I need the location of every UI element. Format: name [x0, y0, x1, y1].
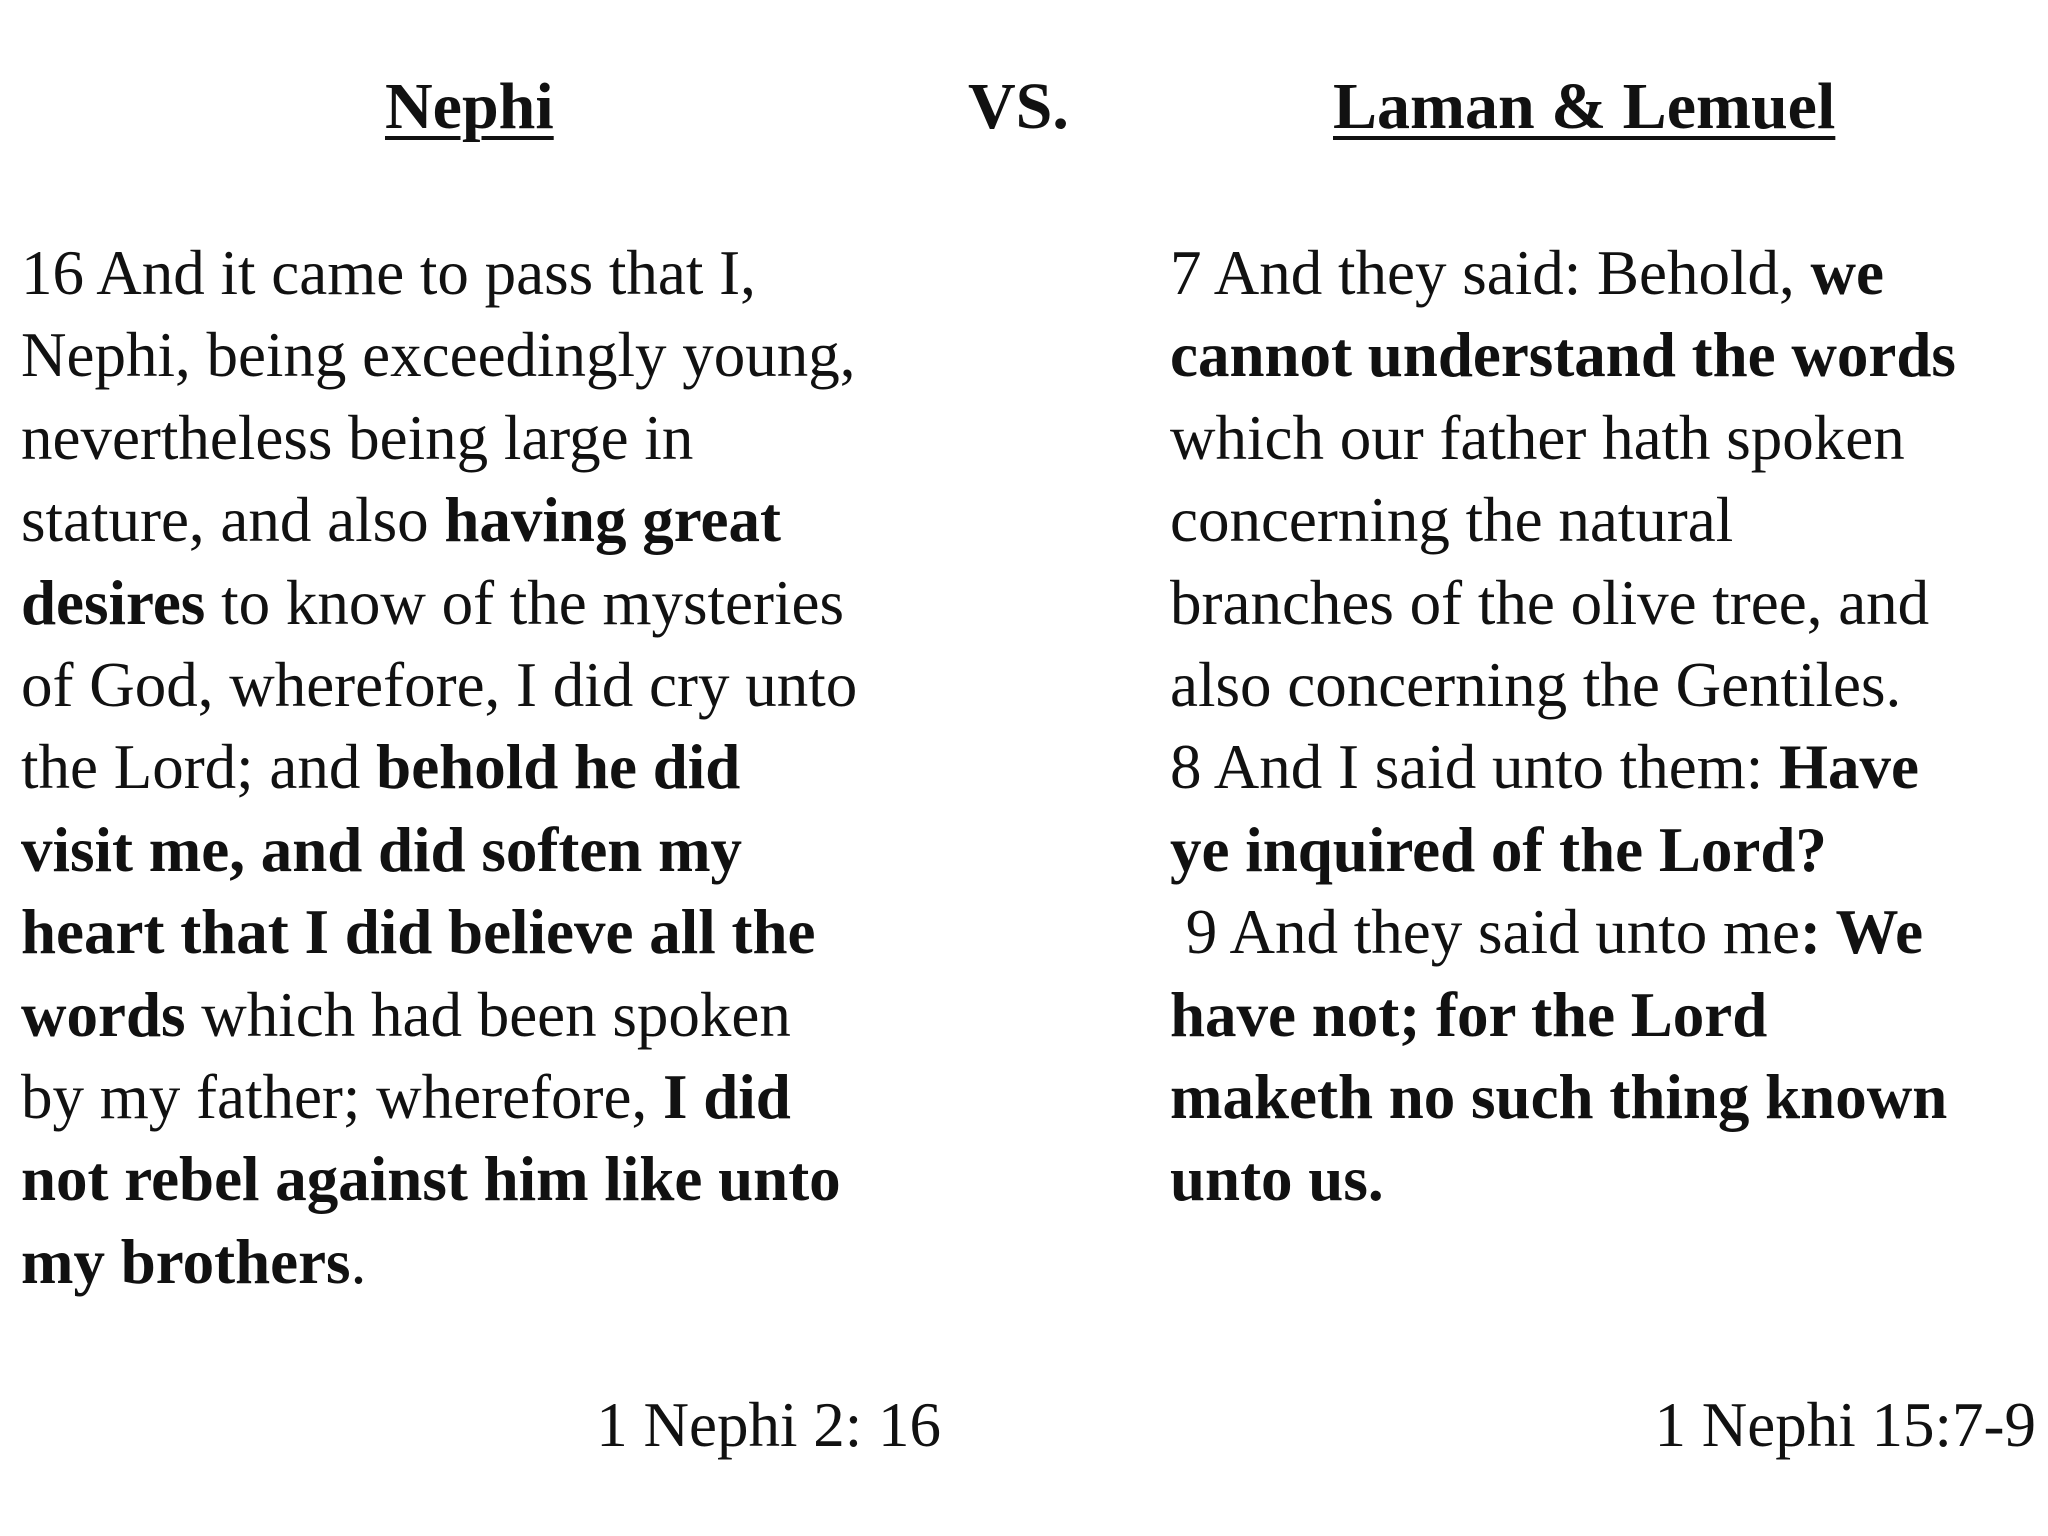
- passage-text: concerning the natural: [1170, 485, 1734, 556]
- passage-text: 7 And they said: Behold,: [1170, 238, 1811, 308]
- passage-line: [1170, 1138, 2040, 1220]
- emphasized-text: have not; for the Lord: [1170, 979, 1768, 1050]
- passage-text: also concerning the Gentiles.: [1170, 650, 1902, 721]
- emphasized-text: behold he did: [376, 732, 741, 803]
- passage-text: which had been spoken: [185, 979, 791, 1050]
- passage-line: [21, 1056, 961, 1138]
- passage-line: [21, 562, 961, 644]
- nephi-citation: 1 Nephi 2: 16: [596, 1390, 941, 1460]
- passage-line: [1170, 397, 2040, 479]
- passage-line: [1170, 314, 2040, 396]
- passage-text: the Lord; and: [21, 732, 377, 803]
- passage-line: [21, 891, 961, 973]
- passage-line: [1170, 644, 2040, 726]
- emphasized-text: we: [1810, 238, 1884, 308]
- emphasized-text: having great: [444, 485, 781, 556]
- emphasized-text: cannot understand the words: [1170, 320, 1956, 391]
- passage-line: [21, 1221, 961, 1303]
- laman-lemuel-citation: 1 Nephi 15:7-9: [1654, 1390, 2036, 1460]
- passage-text: nevertheless being large in: [21, 402, 694, 473]
- passage-line: [21, 232, 961, 314]
- emphasized-text: words: [21, 979, 186, 1050]
- passage-line: [21, 974, 961, 1056]
- passage-text: which our father hath spoken: [1170, 402, 1905, 473]
- passage-line: [1170, 1056, 2040, 1138]
- passage-text: branches of the olive tree, and: [1170, 567, 1930, 638]
- emphasized-text: : We: [1799, 897, 1924, 968]
- passage-text: to know of the mysteries: [205, 567, 844, 638]
- emphasized-text: not rebel against him like unto: [21, 1144, 841, 1215]
- emphasized-text: ye inquired of the Lord?: [1170, 814, 1827, 885]
- emphasized-text: Have: [1778, 732, 1919, 803]
- passage-line: [1170, 562, 2040, 644]
- passage-line: [21, 314, 961, 396]
- passage-text: 8 And I said unto them:: [1170, 732, 1779, 803]
- passage-text: 9 And they said unto me: [1170, 897, 1800, 968]
- passage-text: by my father; wherefore,: [21, 1062, 663, 1133]
- emphasized-text: unto us.: [1170, 1144, 1384, 1215]
- nephi-scripture-passage: [21, 232, 961, 1303]
- emphasized-text: my brothers: [21, 1226, 351, 1297]
- passage-text: Nephi, being exceedingly young,: [21, 320, 856, 391]
- passage-text: 16 And it came to pass that I,: [21, 238, 756, 308]
- laman-lemuel-heading: Laman & Lemuel: [1333, 70, 1836, 143]
- passage-line: [1170, 232, 2040, 314]
- passage-text: of God, wherefore, I did cry unto: [21, 650, 858, 721]
- emphasized-text: I did: [662, 1062, 791, 1133]
- passage-line: [21, 726, 961, 808]
- emphasized-text: heart that I did believe all the: [21, 897, 816, 968]
- passage-line: [1170, 479, 2040, 561]
- passage-line: [21, 644, 961, 726]
- passage-line: [21, 1138, 961, 1220]
- passage-line: [21, 809, 961, 891]
- vs-heading: VS.: [968, 70, 1069, 143]
- passage-line: [1170, 726, 2040, 808]
- passage-line: [1170, 809, 2040, 891]
- passage-line: [21, 397, 961, 479]
- passage-text: .: [350, 1226, 367, 1297]
- passage-line: [1170, 891, 2040, 973]
- passage-line: [21, 479, 961, 561]
- passage-line: [1170, 974, 2040, 1056]
- laman-lemuel-scripture-passage: [1170, 232, 2040, 1221]
- emphasized-text: visit me, and did soften my: [21, 814, 743, 885]
- passage-text: stature, and also: [21, 485, 445, 556]
- emphasized-text: maketh no such thing known: [1170, 1062, 1948, 1133]
- emphasized-text: desires: [21, 567, 206, 638]
- nephi-heading: Nephi: [385, 70, 554, 143]
